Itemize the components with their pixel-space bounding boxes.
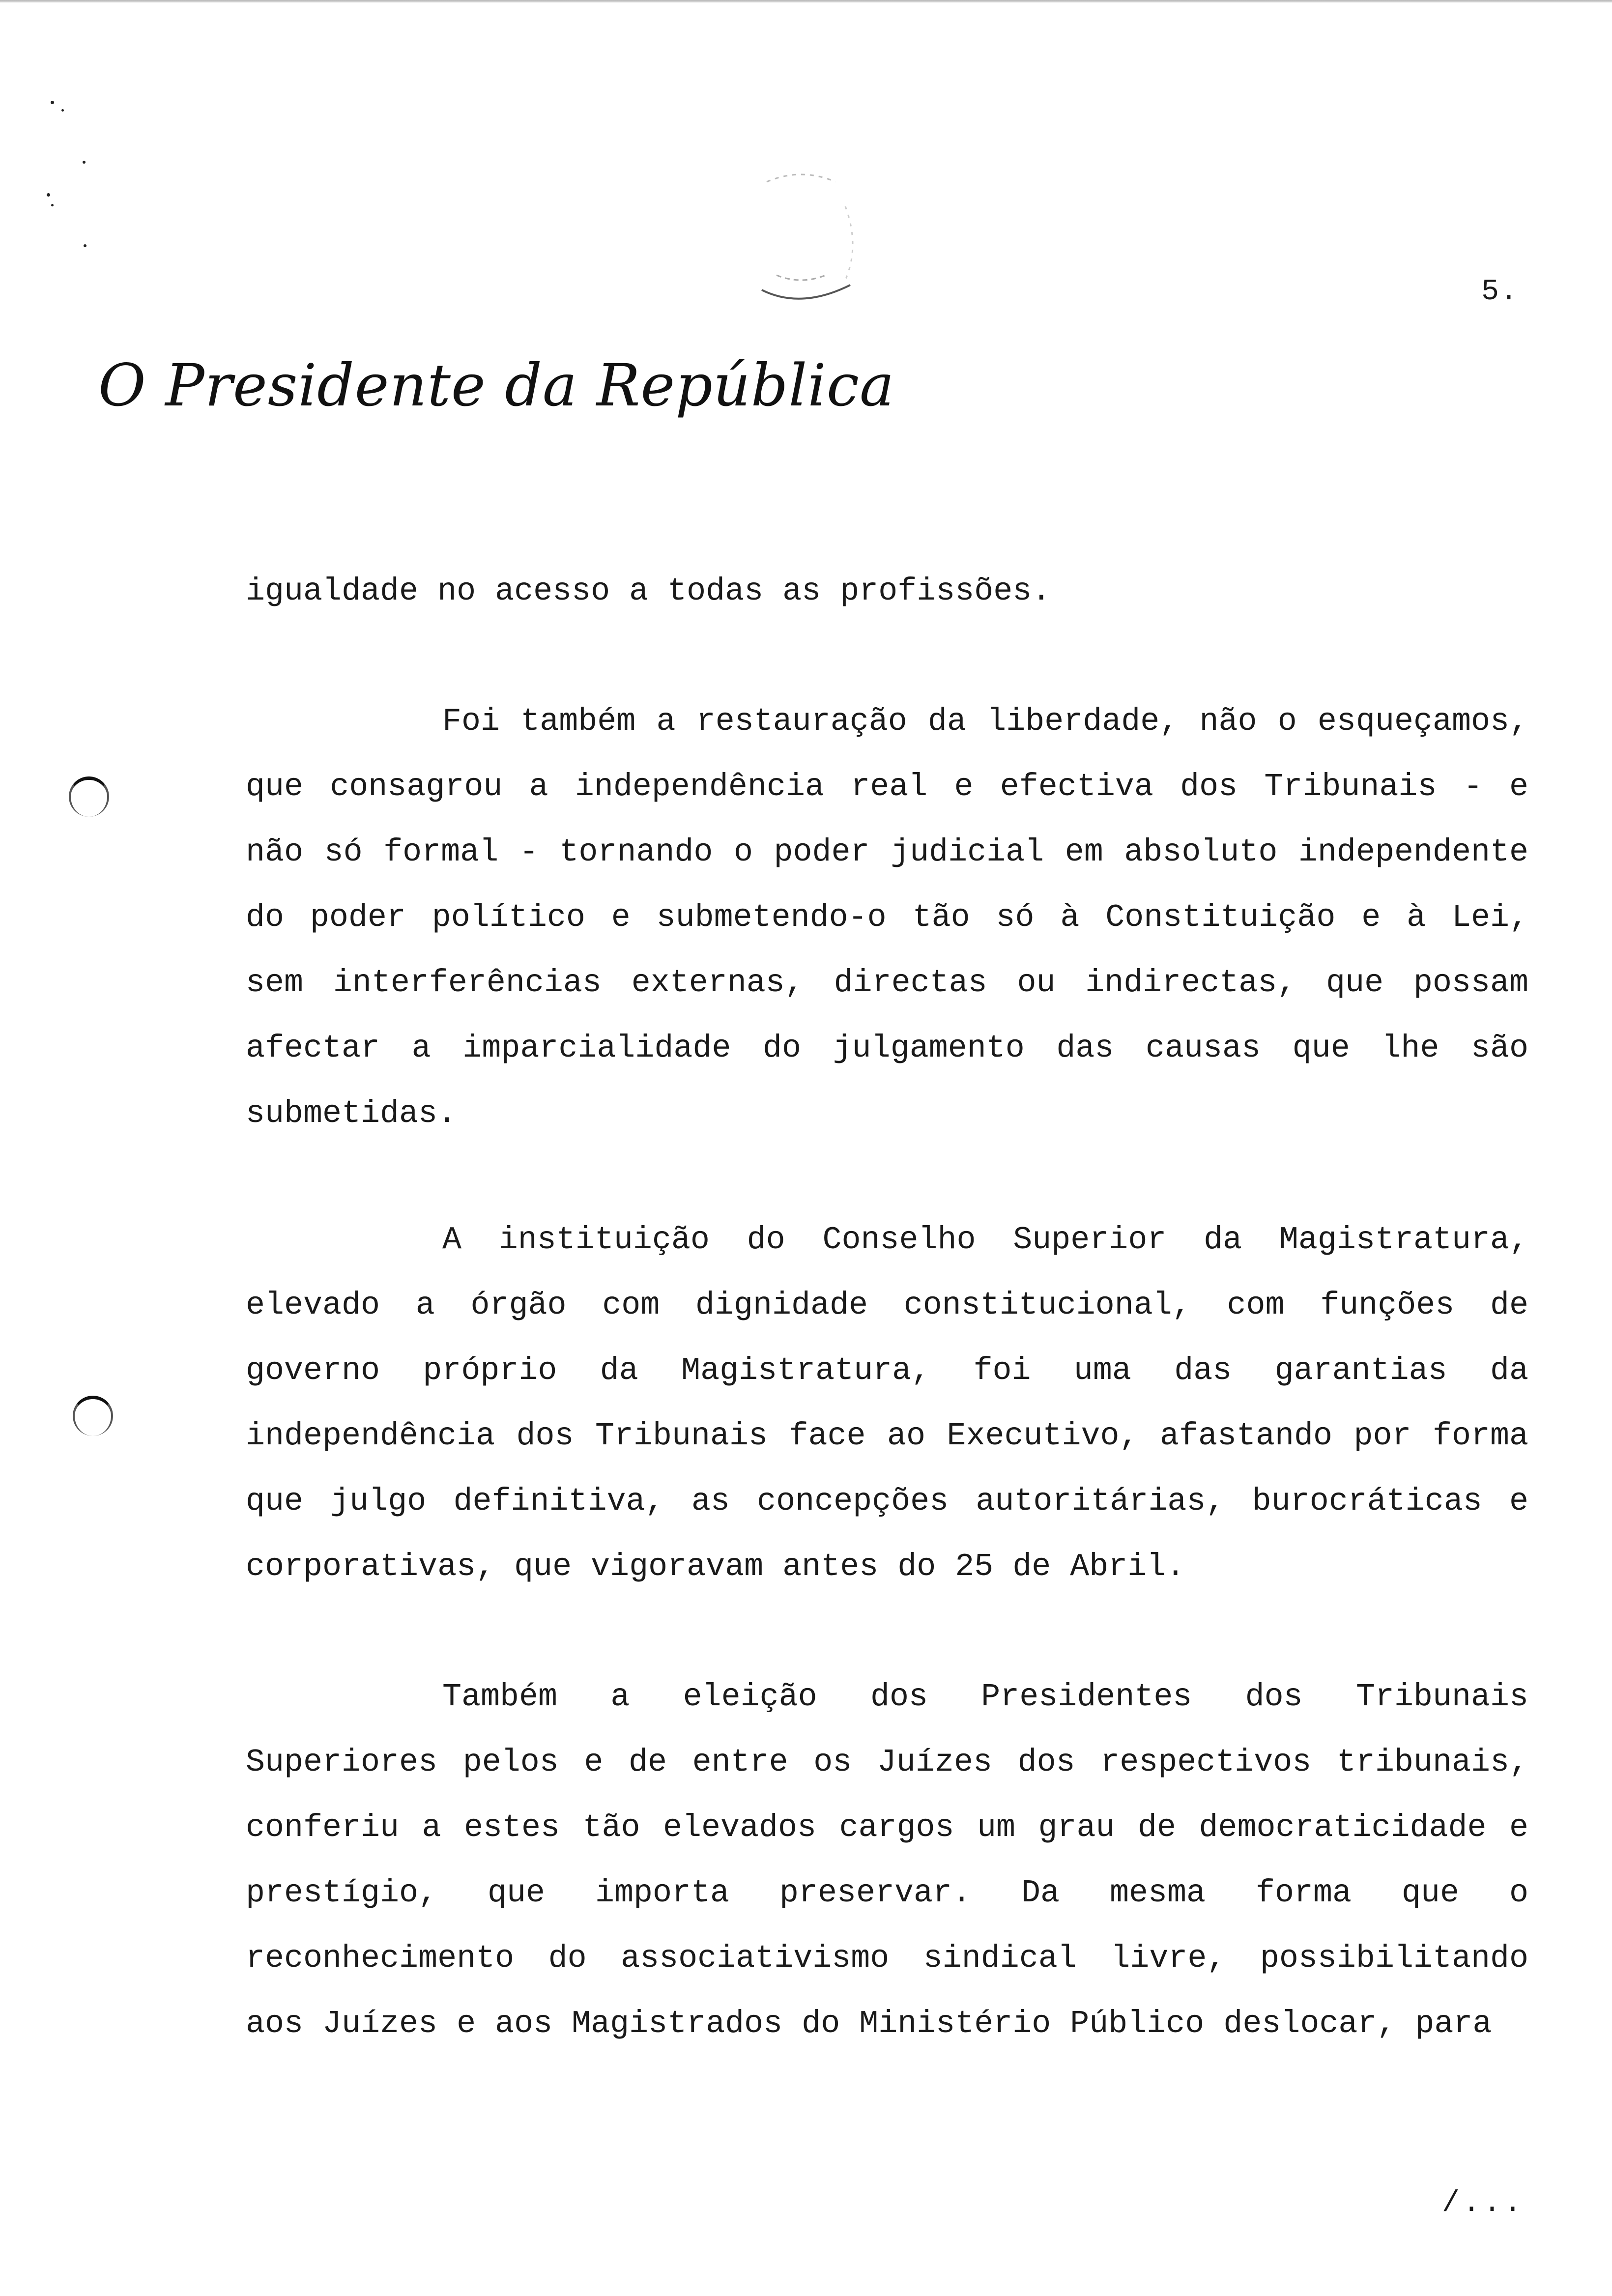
faint-seal-watermark bbox=[727, 162, 875, 319]
letterhead-title: O Presidente da República bbox=[98, 351, 895, 419]
scan-speck bbox=[51, 101, 54, 104]
scan-speck bbox=[83, 161, 86, 164]
punch-hole bbox=[73, 1396, 113, 1436]
paragraph-4: Também a eleição dos Presidentes dos Tribunais Superiores pelos e de entre os Juízes dos respectivos tribunais, conferiu a estes tão elevados cargos um grau de democraticidade e prestígio, que importa preservar. Da mesma forma que o reconhecimento do associativismo sindical livre, possibilitando aos Juízes e aos Magistrados do Ministério Público deslocar, para bbox=[246, 1679, 1528, 2042]
scan-speck bbox=[61, 109, 64, 112]
paragraph-2: Foi também a restauração da liberdade, não o esqueçamos, que consagrou a independência real e efectiva dos Tribunais - e não só formal - tornando o poder judicial em absoluto independente do poder político e submetendo-o tão só à Constituição e à Lei, sem interferências externas, directas ou indirectas, que possam afectar a imparcialidade do julgamento das causas que lhe são submetidas. bbox=[246, 703, 1528, 1132]
punch-hole bbox=[69, 776, 109, 817]
page-number: 5. bbox=[1481, 275, 1519, 309]
paragraph-3: A instituição do Conselho Superior da Magistratura, elevado a órgão com dignidade constitucional, com funções de governo próprio da Magistratura, foi uma das garantias da independência dos Tribunais face ao Executivo, afastando por forma que julgo definitiva, as concepções autoritárias, burocráticas e corporativas, que vigoravam antes do 25 de Abril. bbox=[246, 1222, 1528, 1585]
scan-speck bbox=[84, 244, 86, 247]
continuation-mark: /... bbox=[1441, 2187, 1525, 2220]
scan-top-edge bbox=[0, 0, 1612, 5]
scan-speck bbox=[47, 193, 50, 197]
paragraph-1: igualdade no acesso a todas as profissões. bbox=[246, 573, 1051, 609]
scan-speck bbox=[51, 204, 54, 206]
